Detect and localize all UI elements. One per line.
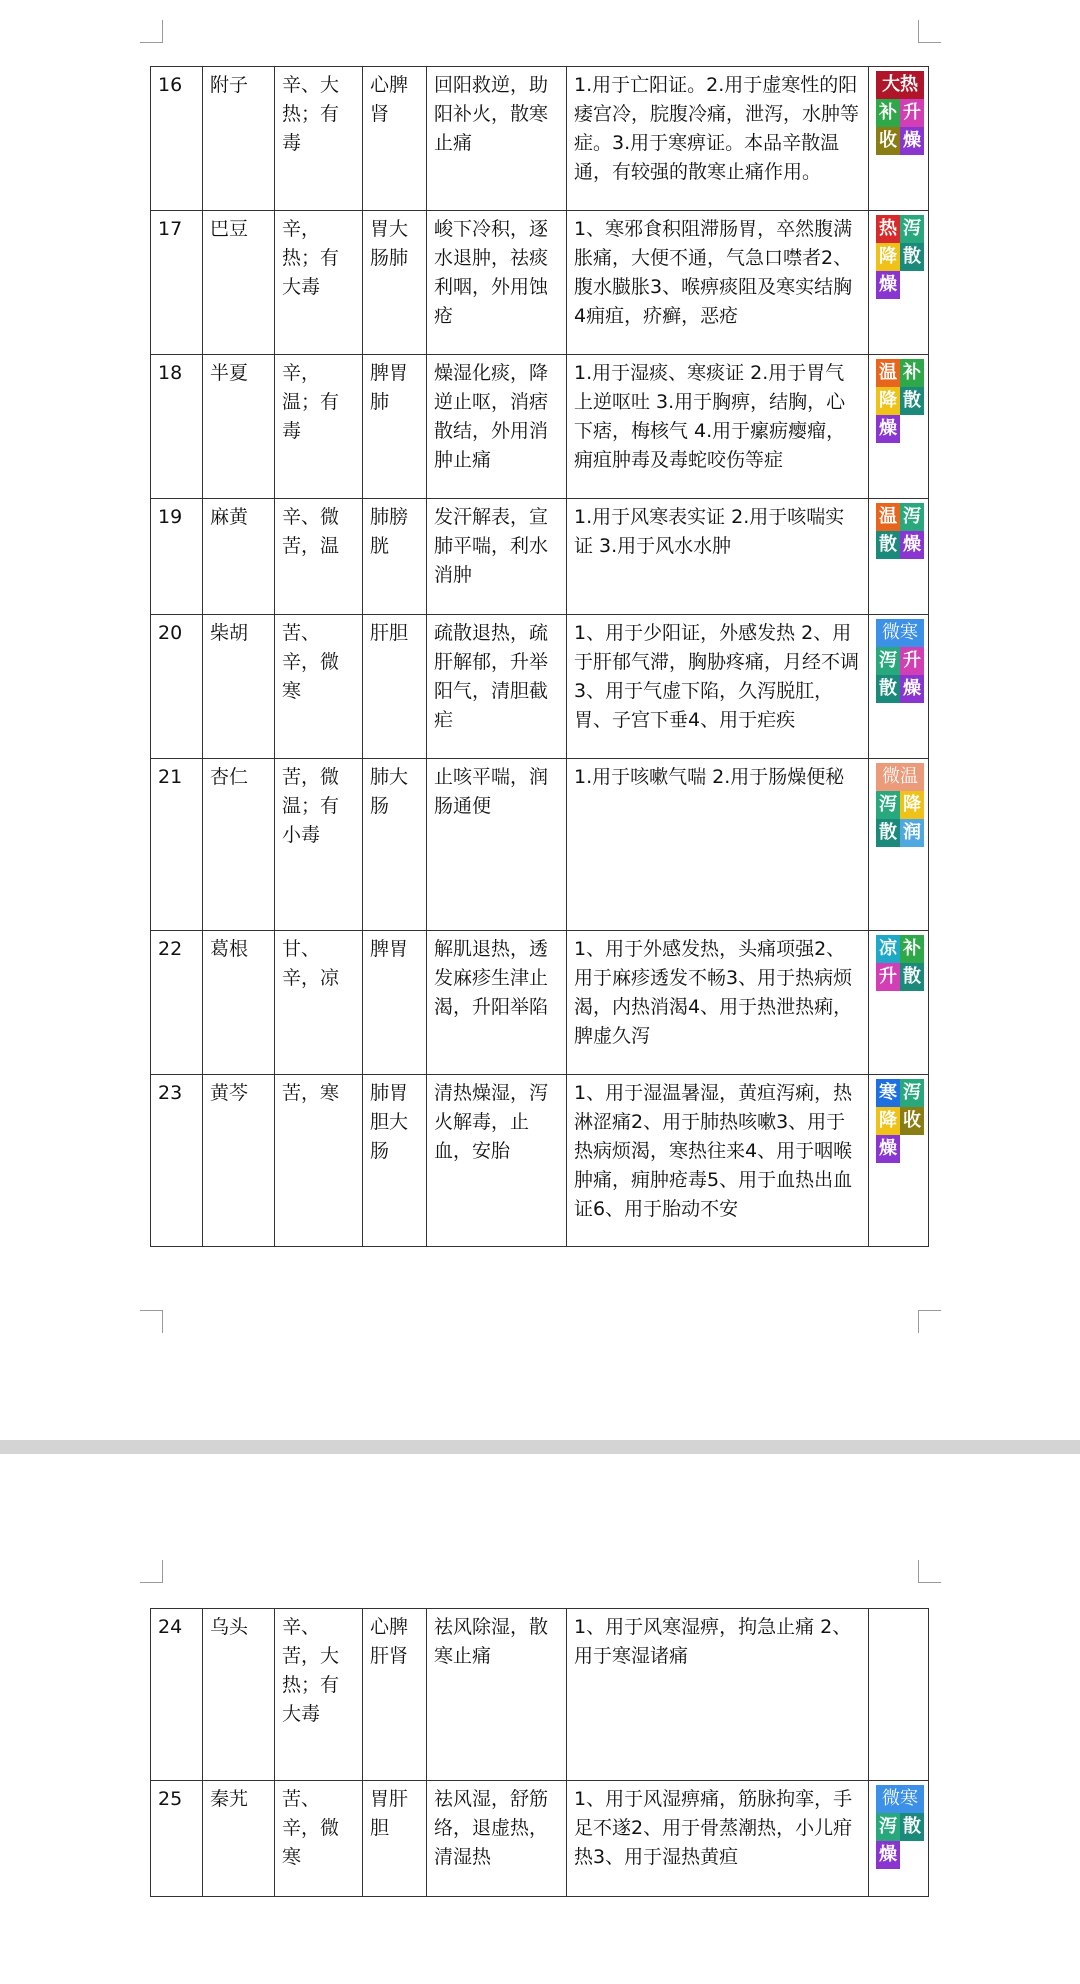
property-tag: 散 [900, 243, 924, 271]
herb-meridian: 心脾肾 [363, 67, 427, 211]
property-tag: 降 [876, 243, 900, 271]
property-tag: 大热 [876, 71, 924, 99]
herb-property-tags [869, 211, 929, 355]
herb-meridian: 脾胃 [363, 931, 427, 1075]
property-tag: 燥 [876, 1135, 900, 1163]
herb-effect: 回阳救逆，助阳补火，散寒止痛 [427, 67, 567, 211]
herb-usage: 1.用于风寒表实证 2.用于咳喘实证 3.用于风水水肿 [567, 499, 869, 615]
herb-meridian: 胃肝胆 [363, 1781, 427, 1897]
property-tag: 补 [900, 359, 924, 387]
herb-meridian: 肝胆 [363, 615, 427, 759]
crop-mark [140, 20, 163, 43]
herb-name: 柴胡 [203, 615, 275, 759]
property-tag: 泻 [876, 647, 900, 675]
herb-property-tags [869, 759, 929, 931]
property-tag: 燥 [876, 415, 900, 443]
herb-usage: 1、寒邪食积阻滞肠胃，卒然腹满胀痛，大便不通，气急口噤者2、腹水臌胀3、喉痹痰阻及寒实结胸4痈疽，疥癣，恶疮 [567, 211, 869, 355]
herb-effect: 祛风湿，舒筋络，退虚热，清湿热 [427, 1781, 567, 1897]
property-tag: 收 [900, 1107, 924, 1135]
herb-name: 麻黄 [203, 499, 275, 615]
herb-name: 秦艽 [203, 1781, 275, 1897]
property-tag: 泻 [876, 1813, 900, 1841]
property-tag: 降 [876, 387, 900, 415]
herb-effect: 燥湿化痰，降逆止呕，消痞散结，外用消肿止痛 [427, 355, 567, 499]
property-tag: 泻 [900, 503, 924, 531]
herb-meridian: 肺膀胱 [363, 499, 427, 615]
table-row [151, 615, 929, 759]
herb-property-tags [869, 1609, 929, 1781]
herb-effect: 疏散退热，疏肝解郁，升举阳气，清胆截疟 [427, 615, 567, 759]
property-tag: 微寒 [876, 619, 924, 647]
herb-meridian: 肺胃胆大肠 [363, 1075, 427, 1247]
herb-effect: 清热燥湿，泻火解毒，止血，安胎 [427, 1075, 567, 1247]
herb-effect: 发汗解表，宣肺平喘，利水消肿 [427, 499, 567, 615]
crop-mark [918, 1560, 941, 1583]
property-tag: 泻 [900, 1079, 924, 1107]
herb-taste: 苦，微温；有小毒 [275, 759, 363, 931]
herb-number: 25 [151, 1781, 203, 1897]
property-tag: 燥 [876, 1841, 900, 1869]
herb-number: 16 [151, 67, 203, 211]
herb-property-tags [869, 1781, 929, 1897]
herb-table-page-2 [150, 1608, 929, 1897]
herb-taste: 辛，热；有大毒 [275, 211, 363, 355]
table-row [151, 355, 929, 499]
herb-property-tags [869, 355, 929, 499]
property-tag: 泻 [876, 791, 900, 819]
herb-taste: 苦、辛，微寒 [275, 1781, 363, 1897]
table-row [151, 67, 929, 211]
herb-usage: 1、用于风寒湿痹，拘急止痛 2、用于寒湿诸痛 [567, 1609, 869, 1781]
herb-name: 巴豆 [203, 211, 275, 355]
herb-taste: 甘、辛，凉 [275, 931, 363, 1075]
crop-mark [918, 1310, 941, 1333]
herb-number: 24 [151, 1609, 203, 1781]
table-row [151, 499, 929, 615]
herb-meridian: 胃大肠肺 [363, 211, 427, 355]
herb-number: 19 [151, 499, 203, 615]
crop-mark [918, 20, 941, 43]
table-row [151, 1609, 929, 1781]
property-tag: 凉 [876, 935, 900, 963]
property-tag: 燥 [900, 531, 924, 559]
property-tag: 燥 [876, 271, 900, 299]
herb-property-tags [869, 1075, 929, 1247]
property-tag: 燥 [900, 675, 924, 703]
table-row [151, 1075, 929, 1247]
herb-usage: 1.用于亡阳证。2.用于虚寒性的阳痿宫冷，脘腹冷痛，泄泻，水肿等症。3.用于寒痹证。本品辛散温通，有较强的散寒止痛作用。 [567, 67, 869, 211]
herb-usage: 1、用于少阳证，外感发热 2、用于肝郁气滞，胸胁疼痛，月经不调3、用于气虚下陷，久泻脱肛，胃、子宫下垂4、用于疟疾 [567, 615, 869, 759]
herb-taste: 辛，温；有毒 [275, 355, 363, 499]
property-tag: 升 [900, 99, 924, 127]
herb-property-tags [869, 67, 929, 211]
herb-usage: 1、用于外感发热，头痛项强2、用于麻疹透发不畅3、用于热病烦渴，内热消渴4、用于热泄热痢，脾虚久泻 [567, 931, 869, 1075]
herb-name: 黄芩 [203, 1075, 275, 1247]
herb-property-tags [869, 615, 929, 759]
property-tag: 润 [900, 819, 924, 847]
property-tag: 升 [876, 963, 900, 991]
herb-number: 21 [151, 759, 203, 931]
table-row [151, 759, 929, 931]
herb-number: 20 [151, 615, 203, 759]
herb-name: 杏仁 [203, 759, 275, 931]
herb-effect: 止咳平喘，润肠通便 [427, 759, 567, 931]
property-tag: 温 [876, 503, 900, 531]
herb-usage: 1.用于湿痰、寒痰证 2.用于胃气上逆呕吐 3.用于胸痹，结胸，心下痞，梅核气 4.用于瘰疬瘿瘤，痈疽肿毒及毒蛇咬伤等症 [567, 355, 869, 499]
herb-number: 17 [151, 211, 203, 355]
property-tag: 降 [900, 791, 924, 819]
herb-effect: 峻下冷积，逐水退肿，祛痰利咽，外用蚀疮 [427, 211, 567, 355]
herb-taste: 辛、微苦，温 [275, 499, 363, 615]
property-tag: 热 [876, 215, 900, 243]
property-tag: 泻 [900, 215, 924, 243]
property-tag: 散 [876, 675, 900, 703]
herb-effect: 祛风除湿，散寒止痛 [427, 1609, 567, 1781]
herb-property-tags [869, 499, 929, 615]
herb-name: 半夏 [203, 355, 275, 499]
property-tag: 寒 [876, 1079, 900, 1107]
property-tag: 散 [876, 819, 900, 847]
property-tag: 补 [876, 99, 900, 127]
herb-name: 葛根 [203, 931, 275, 1075]
herb-usage: 1、用于湿温暑湿，黄疸泻痢，热淋涩痛2、用于肺热咳嗽3、用于热病烦渴，寒热往来4、用于咽喉肿痛，痈肿疮毒5、用于血热出血证6、用于胎动不安 [567, 1075, 869, 1247]
herb-name: 附子 [203, 67, 275, 211]
herb-meridian: 脾胃肺 [363, 355, 427, 499]
property-tag: 燥 [900, 127, 924, 155]
herb-taste: 辛、苦，大热；有大毒 [275, 1609, 363, 1781]
herb-number: 22 [151, 931, 203, 1075]
property-tag: 降 [876, 1107, 900, 1135]
property-tag: 补 [900, 935, 924, 963]
property-tag: 升 [900, 647, 924, 675]
property-tag: 微温 [876, 763, 924, 791]
crop-mark [140, 1310, 163, 1333]
property-tag: 散 [876, 531, 900, 559]
herb-meridian: 心脾肝肾 [363, 1609, 427, 1781]
property-tag: 微寒 [876, 1785, 924, 1813]
herb-number: 23 [151, 1075, 203, 1247]
herb-property-tags [869, 931, 929, 1075]
herb-taste: 苦、辛，微寒 [275, 615, 363, 759]
page-divider [0, 1440, 1080, 1454]
table-row [151, 1781, 929, 1897]
herb-name: 乌头 [203, 1609, 275, 1781]
herb-meridian: 肺大肠 [363, 759, 427, 931]
table-row [151, 931, 929, 1075]
herb-table-page-1 [150, 66, 929, 1247]
herb-number: 18 [151, 355, 203, 499]
crop-mark [140, 1560, 163, 1583]
herb-taste: 辛、大热；有毒 [275, 67, 363, 211]
table-row [151, 211, 929, 355]
herb-usage: 1、用于风湿痹痛，筋脉拘挛，手足不遂2、用于骨蒸潮热，小儿疳热3、用于湿热黄疸 [567, 1781, 869, 1897]
property-tag: 散 [900, 1813, 924, 1841]
herb-usage: 1.用于咳嗽气喘 2.用于肠燥便秘 [567, 759, 869, 931]
property-tag: 收 [876, 127, 900, 155]
herb-effect: 解肌退热，透发麻疹生津止渴，升阳举陷 [427, 931, 567, 1075]
property-tag: 散 [900, 963, 924, 991]
property-tag: 温 [876, 359, 900, 387]
herb-taste: 苦，寒 [275, 1075, 363, 1247]
property-tag: 散 [900, 387, 924, 415]
